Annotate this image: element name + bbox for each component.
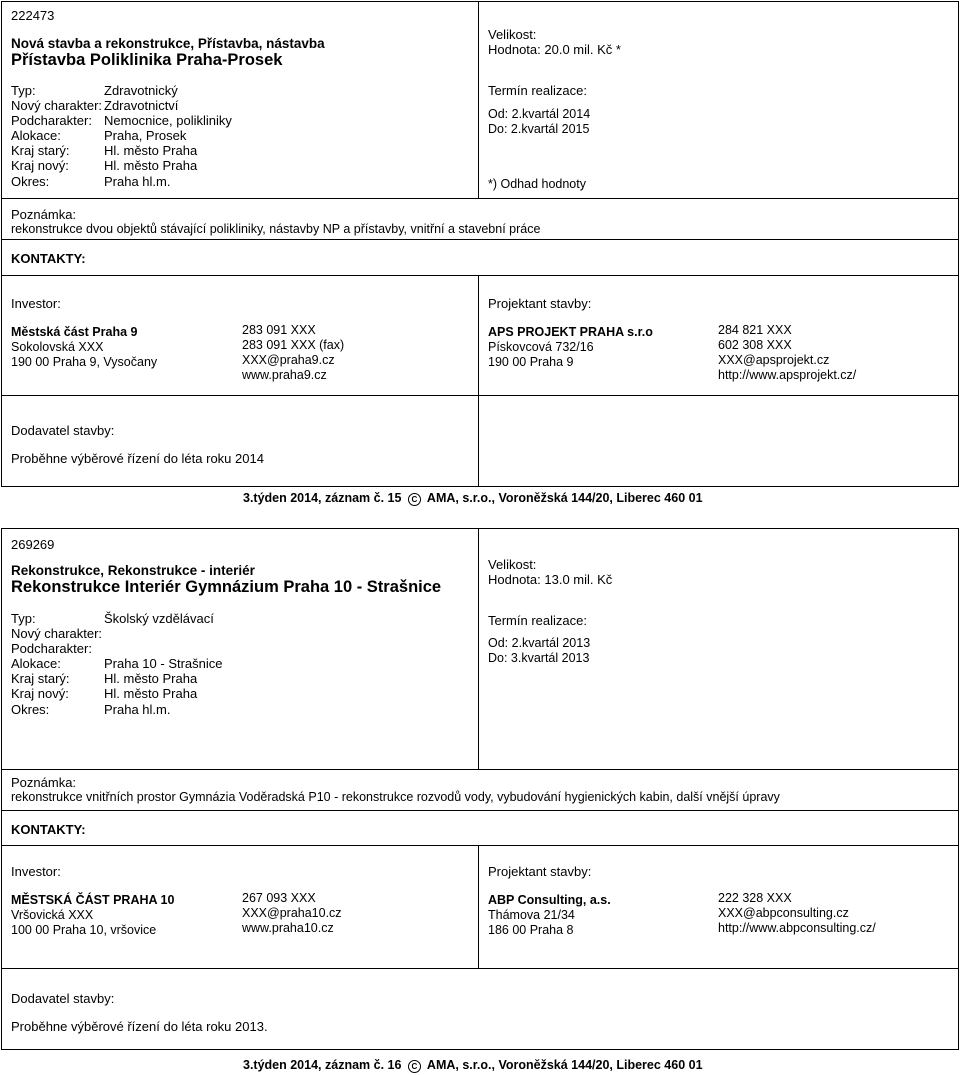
attr-label-subcharacter: Podcharakter: <box>11 641 92 656</box>
attr-label-new-region: Kraj nový: <box>11 158 69 173</box>
investor-address-line-2: 190 00 Praha 9, Vysočany <box>11 355 158 369</box>
attr-value-new-region: Hl. město Praha <box>104 158 198 173</box>
record-title: Přístavba Poliklinika Praha-Prosek <box>11 51 283 69</box>
attr-value-subcharacter: Nemocnice, polikliniky <box>104 113 232 128</box>
designer-address-line-2: 186 00 Praha 8 <box>488 923 574 937</box>
attr-value-old-region: Hl. město Praha <box>104 671 198 686</box>
supplier-column-divider <box>478 395 479 487</box>
designer-label: Projektant stavby: <box>488 864 592 879</box>
attr-value-old-region: Hl. město Praha <box>104 143 198 158</box>
copyright-icon: C <box>408 493 421 506</box>
attr-label-district: Okres: <box>11 702 50 717</box>
designer-address-line-1: Thámova 21/34 <box>488 908 575 922</box>
attr-label-type: Typ: <box>11 611 36 626</box>
record-footer <box>243 1058 703 1073</box>
size-label: Velikost: <box>488 557 537 572</box>
attr-value-new-character: Zdravotnictví <box>104 98 179 113</box>
footer-record-ref: 3.týden 2014, záznam č. 16 <box>243 1058 402 1072</box>
attr-value-allocation: Praha 10 - Strašnice <box>104 656 223 671</box>
designer-email[interactable]: XXX@apsprojekt.cz <box>718 353 830 367</box>
investor-address-line-1: Sokolovská XXX <box>11 340 104 354</box>
investor-address-line-2: 100 00 Praha 10, vršovice <box>11 923 157 937</box>
attr-label-new-region: Kraj nový: <box>11 686 69 701</box>
designer-phone-1: 284 821 XXX <box>718 323 792 337</box>
record-2-divider <box>478 528 479 770</box>
designer-phone: 222 328 XXX <box>718 891 792 905</box>
attr-label-district: Okres: <box>11 174 50 189</box>
copyright-icon: C <box>408 1060 421 1073</box>
note-label: Poznámka: <box>11 775 77 790</box>
designer-address-line-1: Pískovcová 732/16 <box>488 340 594 354</box>
supplier-divider <box>1 968 959 969</box>
footer-publisher: AMA, s.r.o., Voroněžská 144/20, Liberec 460 01 <box>426 491 703 505</box>
term-from: Od: 2.kvartál 2013 <box>488 636 591 650</box>
attr-label-old-region: Kraj starý: <box>11 671 70 686</box>
investor-name: Městská část Praha 9 <box>11 325 138 339</box>
attr-value-type: Školský vzdělávací <box>104 611 214 626</box>
investor-label: Investor: <box>11 296 61 311</box>
attr-value-district: Praha hl.m. <box>104 174 171 189</box>
contacts-column-divider <box>478 845 479 968</box>
term-label: Termín realizace: <box>488 613 587 628</box>
attr-label-subcharacter: Podcharakter: <box>11 113 92 128</box>
record-categories: Rekonstrukce, Rekonstrukce - interiér <box>11 563 255 578</box>
investor-phone: 283 091 XXX <box>242 323 316 337</box>
record-id: 222473 <box>11 8 55 23</box>
investor-name: MĚSTSKÁ ČÁST PRAHA 10 <box>11 893 175 907</box>
designer-website[interactable]: http://www.apsprojekt.cz/ <box>718 368 857 382</box>
contacts-divider <box>1 275 959 276</box>
designer-website[interactable]: http://www.abpconsulting.cz/ <box>718 921 876 935</box>
term-label: Termín realizace: <box>488 83 587 98</box>
record-id: 269269 <box>11 537 55 552</box>
attr-label-new-character: Nový charakter: <box>11 98 103 113</box>
investor-website[interactable]: www.praha9.cz <box>242 368 327 382</box>
investor-email[interactable]: XXX@praha9.cz <box>242 353 335 367</box>
record-1-divider <box>478 1 479 199</box>
record-title: Rekonstrukce Interiér Gymnázium Praha 10 - Strašnice <box>11 578 442 596</box>
attr-label-allocation: Alokace: <box>11 656 61 671</box>
investor-phone: 267 093 XXX <box>242 891 316 905</box>
footer-publisher: AMA, s.r.o., Voroněžská 144/20, Liberec 460 01 <box>426 1058 703 1072</box>
investor-email[interactable]: XXX@praha10.cz <box>242 906 342 920</box>
term-from: Od: 2.kvartál 2014 <box>488 107 591 121</box>
attr-label-new-character: Nový charakter: <box>11 626 103 641</box>
attr-label-type: Typ: <box>11 83 36 98</box>
attr-label-allocation: Alokace: <box>11 128 61 143</box>
designer-address-line-2: 190 00 Praha 9 <box>488 355 574 369</box>
term-to: Do: 2.kvartál 2015 <box>488 122 590 136</box>
supplier-label: Dodavatel stavby: <box>11 991 115 1006</box>
designer-phone-2: 602 308 XXX <box>718 338 792 352</box>
attr-value-allocation: Praha, Prosek <box>104 128 187 143</box>
supplier-text: Proběhne výběrové řízení do léta roku 2014 <box>11 451 264 466</box>
size-value: Hodnota: 20.0 mil. Kč * <box>488 42 621 57</box>
attr-value-new-region: Hl. město Praha <box>104 686 198 701</box>
record-footer <box>243 491 703 506</box>
investor-label: Investor: <box>11 864 61 879</box>
designer-email[interactable]: XXX@abpconsulting.cz <box>718 906 849 920</box>
estimate-note: *) Odhad hodnoty <box>488 177 586 191</box>
note-text: rekonstrukce vnitřních prostor Gymnázia Voděradská P10 - rekonstrukce rozvodů vody, vybudování hygienických kabin, další vnější úpravy <box>11 790 780 804</box>
investor-address-line-1: Vršovická XXX <box>11 908 94 922</box>
size-label: Velikost: <box>488 27 537 42</box>
attr-label-old-region: Kraj starý: <box>11 143 70 158</box>
designer-name: ABP Consulting, a.s. <box>488 893 611 907</box>
supplier-divider <box>1 395 959 396</box>
footer-record-ref: 3.týden 2014, záznam č. 15 <box>243 491 402 505</box>
contacts-column-divider <box>478 275 479 395</box>
contacts-label: KONTAKTY: <box>11 822 86 837</box>
designer-label: Projektant stavby: <box>488 296 592 311</box>
attr-value-type: Zdravotnický <box>104 83 178 98</box>
note-text: rekonstrukce dvou objektů stávající polikliniky, nástavby NP a přístavby, vnitřní a stavební práce <box>11 222 541 236</box>
investor-website[interactable]: www.praha10.cz <box>242 921 334 935</box>
size-value: Hodnota: 13.0 mil. Kč <box>488 572 613 587</box>
contacts-label: KONTAKTY: <box>11 251 86 266</box>
note-label: Poznámka: <box>11 207 77 222</box>
designer-name: APS PROJEKT PRAHA s.r.o <box>488 325 653 339</box>
supplier-label: Dodavatel stavby: <box>11 423 115 438</box>
record-categories: Nová stavba a rekonstrukce, Přístavba, nástavba <box>11 36 325 51</box>
attr-value-district: Praha hl.m. <box>104 702 171 717</box>
term-to: Do: 3.kvartál 2013 <box>488 651 590 665</box>
supplier-text: Proběhne výběrové řízení do léta roku 2013. <box>11 1019 268 1034</box>
investor-fax: 283 091 XXX (fax) <box>242 338 345 352</box>
contacts-divider <box>1 845 959 846</box>
